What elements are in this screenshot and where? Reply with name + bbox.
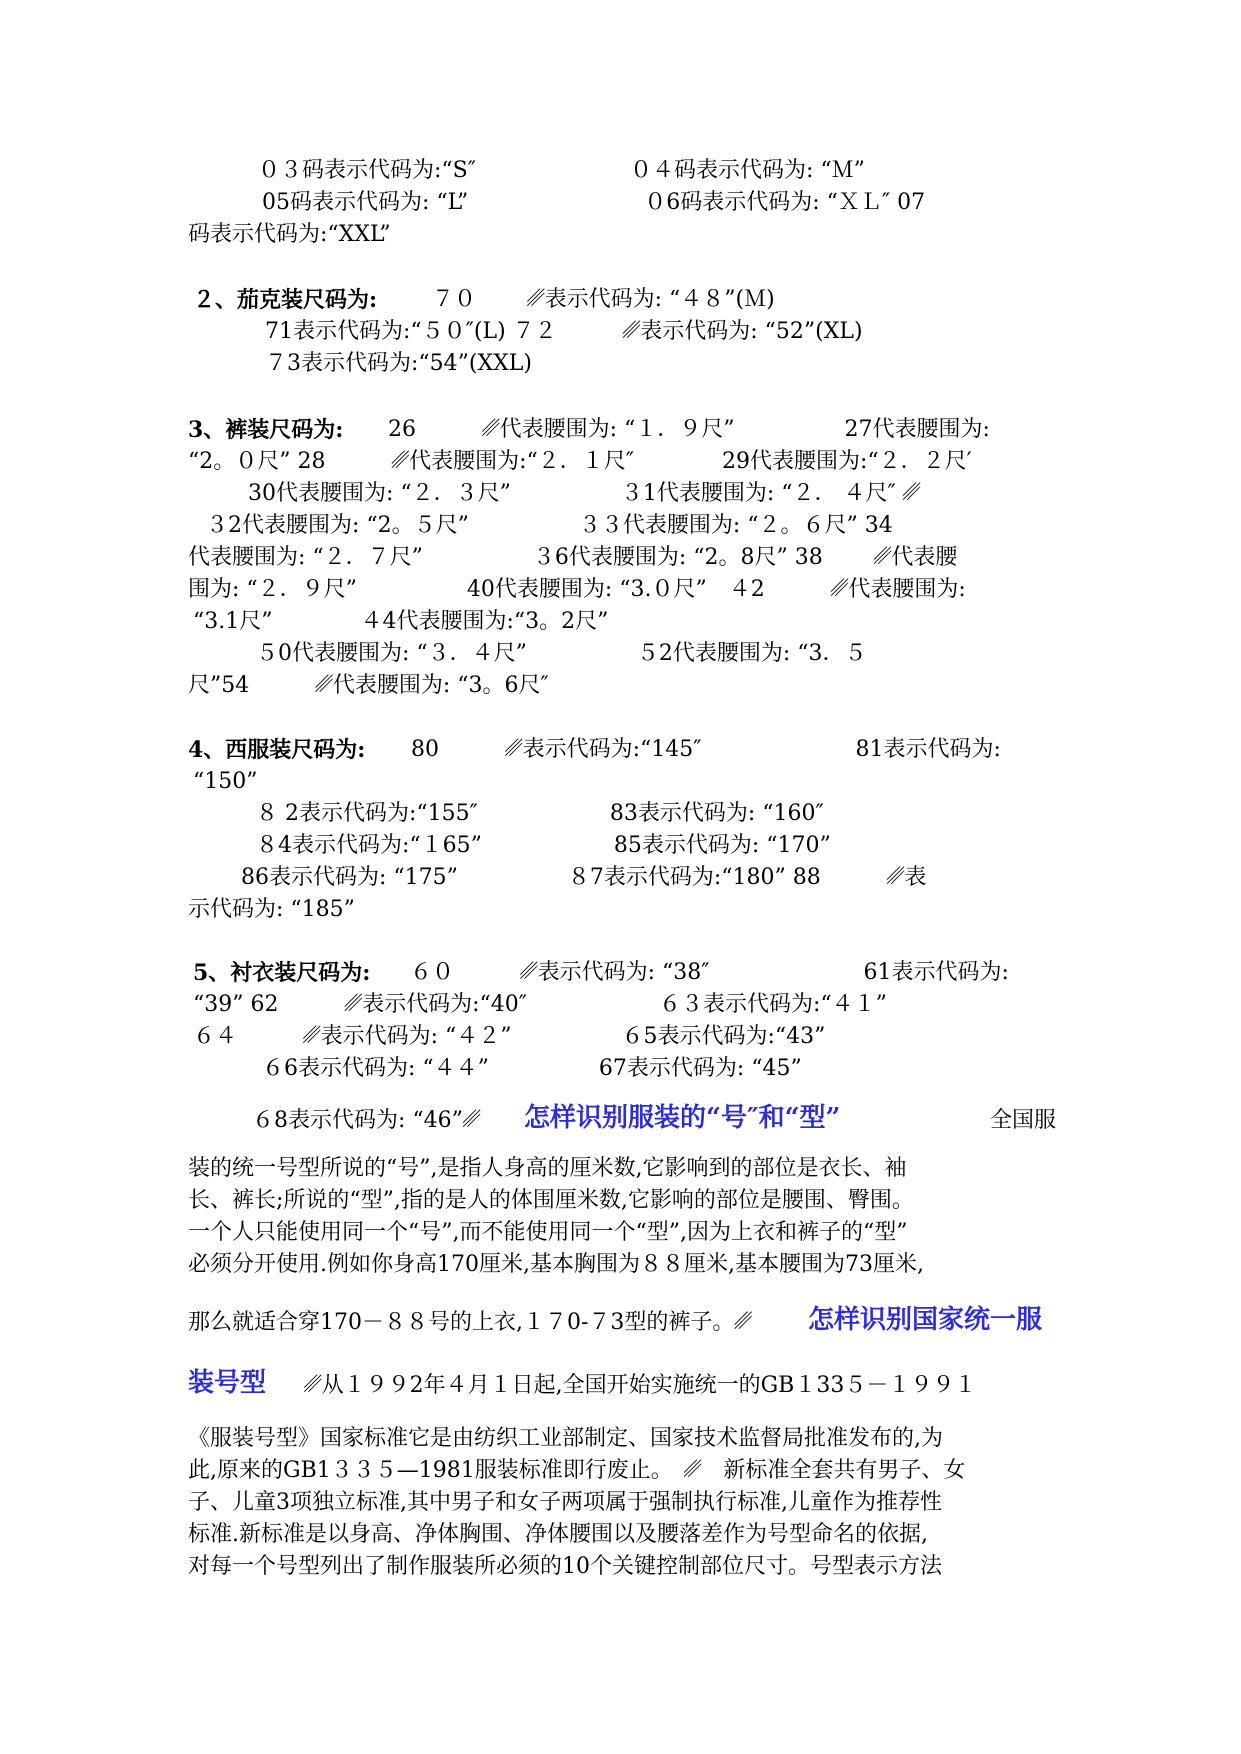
- text-line: ７3表示代码为:“54”(XXL): [265, 351, 532, 376]
- paragraph-line: 标准.新标准是以身高、净体胸围、净体腰围以及腰落差作为号型命名的依据,: [188, 1522, 928, 1547]
- text-line: 71表示代码为:“５０″(L) ７２ ␥表示代码为: “52”(XL): [265, 319, 863, 344]
- section-heading: ２、茄克装尺码为:: [193, 287, 378, 313]
- text-line: 码表示代码为:“XXL”: [188, 222, 391, 247]
- paragraph-line: 子、儿童3项独立标准,其中男子和女子两项属于强制执行标准,儿童作为推荐性: [188, 1490, 942, 1515]
- text-line: 30代表腰围为: “２．３尺” ３1代表腰围为: “２． ４尺″ ␥: [248, 481, 921, 506]
- paragraph-line: 一个人只能使用同一个“号”,而不能使用同一个“型”,因为上衣和裤子的“型”: [188, 1220, 908, 1245]
- text-line: ５0代表腰围为: “３．４尺” ５2代表腰围为: “3．５: [256, 641, 867, 666]
- text-line: 80 ␥表示代码为:“145″ 81表示代码为:: [411, 737, 1001, 762]
- paragraph-line: 《服装号型》国家标准它是由纺织工业部制定、国家技术监督局批准发布的,为: [188, 1426, 943, 1451]
- text-line: 围为: “２．９尺” 40代表腰围为: “3.０尺” ４2 ␥代表腰围为:: [188, 577, 966, 602]
- text-line: 86表示代码为: “175” ８7表示代码为:“180” 88 ␥表: [241, 865, 927, 890]
- text-line: ７０ ␥表示代码为: “４８”(Ｍ): [432, 287, 775, 312]
- text-line: ８ 2表示代码为:“155″ 83表示代码为: “160″: [256, 801, 824, 826]
- paragraph-line: ␥从１９９2年４月１日起,全国开始实施统一的GB１33５－１９９１: [304, 1373, 977, 1398]
- section-heading: 4、西服装尺码为:: [188, 737, 366, 763]
- text-line: 尺”54 ␥代表腰围为: “3。6尺″: [188, 673, 549, 698]
- article-heading: 怎样识别国家统一服: [808, 1305, 1043, 1335]
- paragraph-line: 装的统一号型所说的“号”,是指人身高的厘米数,它影响到的部位是衣长、袖: [188, 1156, 907, 1181]
- section-heading: 5、衬衣装尺码为:: [193, 960, 371, 986]
- article-heading: 怎样识别服装的“号″和“型”: [524, 1103, 841, 1133]
- text-line: “3.1尺” ４4代表腰围为:“3。2尺”: [193, 609, 609, 634]
- text-line: ０３码表示代码为:“S″ ０４码表示代码为: “Ｍ”: [258, 158, 865, 183]
- text-line: ３2代表腰围为: “2。５尺” ３３代表腰围为: “２。６尺” 34: [206, 513, 893, 538]
- paragraph-line: 必须分开使用.例如你身高170厘米,基本胸围为８８厘米,基本腰围为73厘米,: [188, 1252, 924, 1277]
- text-line: “150”: [193, 769, 258, 794]
- text-line: ６４ ␥表示代码为: “４２” ６5表示代码为:“43”: [193, 1024, 826, 1049]
- article-heading: 装号型: [188, 1368, 267, 1398]
- text-line: 全国服: [990, 1108, 1057, 1133]
- paragraph-line: 长、裤长;所说的“型”,指的是人的体围厘米数,它影响的部位是腰围、臀围。: [188, 1188, 914, 1213]
- text-line: 示代码为: “185”: [188, 897, 355, 922]
- section-heading: 3、裤装尺码为:: [188, 417, 344, 443]
- text-line: ６０ ␥表示代码为: “38″ 61表示代码为:: [410, 960, 1009, 985]
- text-line: “39” 62 ␥表示代码为:“40″ ６３表示代码为:“４１”: [193, 992, 887, 1017]
- text-line: “2。０尺” 28 ␥代表腰围为:“２．１尺″ 29代表腰围为:“２．２尺′: [188, 449, 972, 474]
- text-line: 代表腰围为: “２．７尺” ３6代表腰围为: “2。8尺” 38 ␥代表腰: [188, 545, 958, 570]
- paragraph-line: 那么就适合穿170－８８号的上衣,１７0-７3型的裤子。␥: [188, 1310, 753, 1335]
- text-line: 05码表示代码为: “L” ０6码表示代码为: “ＸＬ″ 07: [262, 190, 926, 215]
- text-line: ８4表示代码为:“１65” 85表示代码为: “170”: [256, 833, 831, 858]
- paragraph-line: 对每一个号型列出了制作服装所必须的10个关键控制部位尺寸。号型表示方法: [188, 1554, 942, 1579]
- text-line: ６6表示代码为: “４４” 67表示代码为: “45”: [262, 1056, 802, 1081]
- text-line: ６8表示代码为: “46”␥: [252, 1108, 481, 1133]
- paragraph-line: 此,原来的GB1３３５—1981服装标准即行废止。 ␥ 新标准全套共有男子、女: [188, 1458, 966, 1483]
- text-line: 26 ␥代表腰围为: “１．９尺” 27代表腰围为:: [388, 417, 990, 442]
